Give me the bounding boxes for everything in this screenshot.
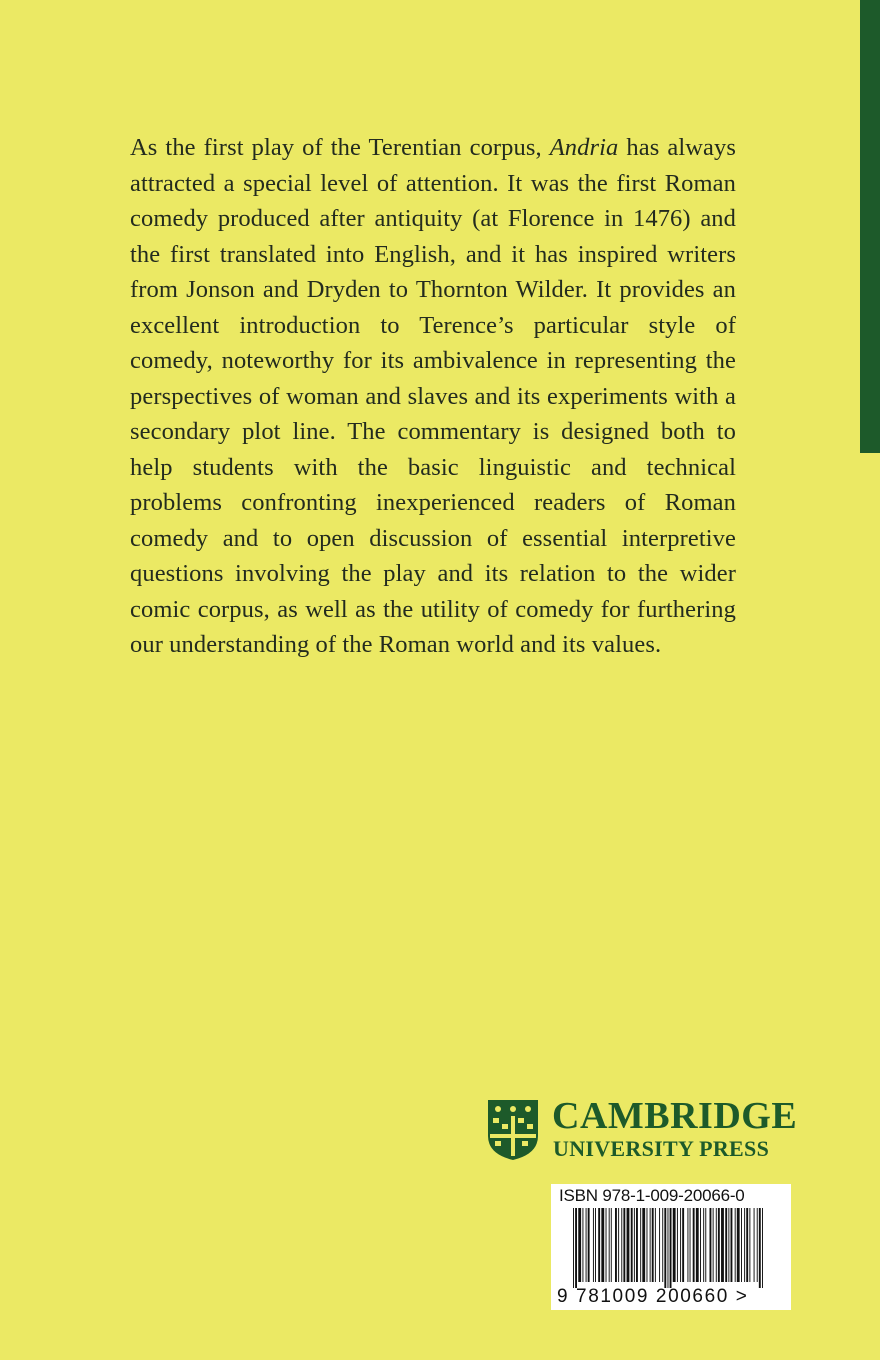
- barcode-stripe: [598, 1208, 600, 1282]
- barcode-stripe: [670, 1208, 672, 1288]
- barcode-stripe: [725, 1208, 727, 1282]
- barcode-stripe: [586, 1208, 587, 1282]
- barcode-stripe: [754, 1208, 755, 1282]
- spine-stripe: [860, 0, 880, 453]
- back-cover-blurb: [130, 130, 736, 663]
- barcode-stripe: [621, 1208, 622, 1282]
- barcode-stripe: [573, 1208, 574, 1288]
- barcode-stripe: [693, 1208, 695, 1282]
- barcode-stripe: [705, 1208, 706, 1282]
- barcode-stripe: [652, 1208, 654, 1282]
- book-title: Andria: [549, 134, 619, 161]
- barcode-stripe: [578, 1208, 581, 1282]
- barcode-stripe: [631, 1208, 633, 1282]
- barcode-stripe: [687, 1208, 688, 1282]
- blurb-intro: As the first play of the Terentian corpus,: [130, 134, 550, 161]
- barcode-stripe: [762, 1208, 763, 1288]
- barcode-stripe: [642, 1208, 645, 1282]
- barcode-stripe: [575, 1208, 577, 1288]
- barcode-stripe: [650, 1208, 651, 1282]
- barcode-stripe: [728, 1208, 729, 1282]
- barcode-stripe: [749, 1208, 750, 1282]
- barcode-stripe: [731, 1208, 733, 1282]
- barcode-stripe: [668, 1208, 669, 1288]
- barcode-bars: [551, 1208, 791, 1288]
- barcode-stripe: [718, 1208, 720, 1282]
- barcode-stripe: [593, 1208, 594, 1282]
- barcode-stripe: [696, 1208, 699, 1282]
- barcode-stripe: [595, 1208, 596, 1282]
- barcode-stripe: [623, 1208, 625, 1282]
- barcode-stripe: [759, 1208, 761, 1288]
- barcode-stripe: [710, 1208, 712, 1282]
- barcode-digits: 9 781009 200660 >: [557, 1286, 749, 1307]
- barcode-stripe: [737, 1208, 740, 1282]
- barcode-stripe: [611, 1208, 612, 1282]
- barcode-stripe: [673, 1208, 676, 1282]
- blurb-body: has always attracted a special level of attention. It was the first Roman comedy produced after antiquity (at Florence in 1476) and the first translated into English, and it has inspired writers from Jonson and Dryden to Thornton Wilder. It provides an excellent introduction to Terence’s particular style of comedy, noteworthy for its ambivalence in representing the perspectives of woman and slaves and its experiments with a secondary plot line. The commentary is designed both to help students with the basic linguistic and technical problems confronting inexperienced readers of Roman comedy and to open discussion of essential interpretive questions involving the play and its relation to the wider comic corpus, as well as the utility of comedy for furthering our understanding of the Roman world and its values.: [130, 134, 736, 658]
- barcode-stripe: [655, 1208, 656, 1282]
- barcode-stripe: [615, 1208, 617, 1282]
- barcode-stripe: [700, 1208, 701, 1282]
- barcode-stripe: [662, 1208, 663, 1282]
- barcode-stripe: [680, 1208, 681, 1282]
- barcode-stripe: [677, 1208, 678, 1282]
- barcode-stripe: [716, 1208, 717, 1282]
- barcode-stripe: [618, 1208, 619, 1282]
- barcode-stripe: [757, 1208, 758, 1282]
- barcode-stripe: [659, 1208, 660, 1282]
- barcode-stripe: [744, 1208, 745, 1282]
- cambridge-shield-icon: [486, 1098, 540, 1162]
- barcode-stripe: [606, 1208, 607, 1282]
- barcode-stripe: [640, 1208, 641, 1282]
- publisher-logo: [486, 1096, 796, 1164]
- barcode-box: [551, 1184, 791, 1310]
- barcode-stripe: [741, 1208, 742, 1282]
- publisher-name: CAMBRIDGE: [552, 1095, 798, 1137]
- barcode-stripe: [588, 1208, 590, 1282]
- barcode-stripe: [690, 1208, 691, 1282]
- barcode-stripe: [735, 1208, 736, 1282]
- barcode-stripe: [609, 1208, 610, 1282]
- barcode-stripe: [703, 1208, 704, 1282]
- publisher-subtitle: UNIVERSITY PRESS: [553, 1136, 770, 1161]
- barcode-stripe: [664, 1208, 666, 1288]
- barcode-stripe: [647, 1208, 648, 1282]
- barcode-stripe: [721, 1208, 724, 1282]
- barcode-stripe: [713, 1208, 714, 1282]
- barcode-stripe: [636, 1208, 638, 1282]
- barcode-stripe: [582, 1208, 583, 1282]
- barcode-stripe: [627, 1208, 630, 1282]
- barcode-stripe: [634, 1208, 635, 1282]
- barcode-stripe: [746, 1208, 748, 1282]
- isbn-label: ISBN 978-1-009-20066-0: [559, 1186, 745, 1205]
- barcode-stripe: [601, 1208, 604, 1282]
- barcode-stripe: [682, 1208, 684, 1282]
